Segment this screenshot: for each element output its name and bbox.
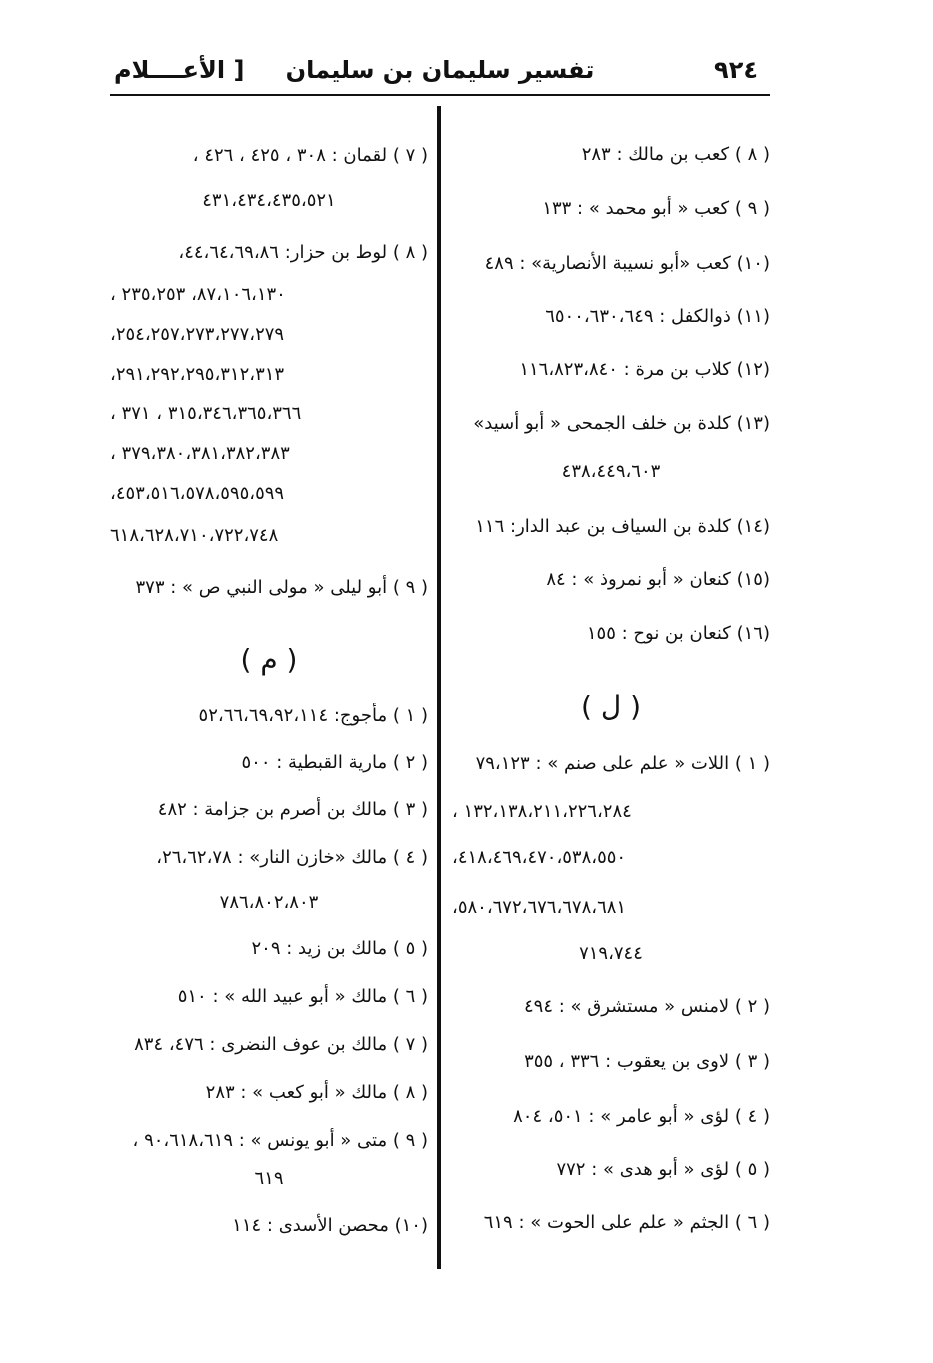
index-entry-continuation: ٤٣٨،٤٤٩،٦٠٣	[561, 461, 661, 482]
index-entry: ( ٤ ) لؤى « أبو عامر » : ٥٠١، ٨٠٤	[513, 1106, 770, 1127]
index-entry: (١٤) كلدة بن السياف بن عبد الدار: ١١٦	[475, 516, 770, 537]
right-column	[452, 0, 770, 1363]
index-entry-continuation: ٥٨٠،٦٧٢،٦٧٦،٦٧٨،٦٨١،	[452, 897, 627, 918]
letter-heading: ( م )	[240, 643, 298, 676]
index-entry: ( ٨ ) لوط بن حزار: ٤٤،٦٤،٦٩،٨٦،	[178, 242, 428, 263]
index-entry: ( ٧ ) مالك بن عوف النضرى : ٤٧٦، ٨٣٤	[134, 1034, 428, 1055]
index-entry-continuation: ٦١٨،٦٢٨،٧١٠،٧٢٢،٧٤٨	[110, 525, 279, 546]
index-entry-continuation: ٦١٩	[254, 1168, 284, 1189]
index-entry: (١٦) كنعان بن نوح : ١٥٥	[586, 623, 770, 644]
index-entry: (١٠) كعب «أبو نسيبة الأنصارية» : ٤٨٩	[484, 253, 770, 274]
index-entry-continuation: ٣٧٩،٣٨٠،٣٨١،٣٨٢،٣٨٣ ،	[110, 443, 290, 464]
column-divider	[437, 106, 441, 1269]
index-entry: ( ٩ ) كعب « أبو محمد » : ١٣٣	[542, 198, 770, 219]
index-entry-continuation: ١٣٢،١٣٨،٢١١،٢٢٦،٢٨٤ ،	[452, 801, 632, 822]
index-entry: ( ٦ ) مالك « أبو عبيد الله » : ٥١٠	[177, 986, 428, 1007]
index-entry: ( ٣ ) لاوى بن يعقوب : ٣٣٦ ، ٣٥٥	[524, 1051, 770, 1072]
index-entry: ( ٦ ) الجثم « علم على الحوت » : ٦١٩	[483, 1212, 770, 1233]
index-entry-continuation: ٧٨٦،٨٠٢،٨٠٣	[219, 892, 319, 913]
left-column	[110, 0, 428, 1363]
section-title: [ الأعــــلام	[114, 56, 245, 84]
index-entry: ( ٢ ) مارية القبطية : ٥٠٠	[241, 752, 428, 773]
index-entry: ( ٩ ) متى « أبو يونس » : ٩٠،٦١٨،٦١٩ ،	[132, 1130, 428, 1151]
index-entry-continuation: ٢٥٤،٢٥٧،٢٧٣،٢٧٧،٢٧٩،	[110, 324, 285, 345]
index-entry: ( ٩ ) أبو ليلى « مولى النبي ص » : ٣٧٣	[135, 577, 428, 598]
index-entry: ( ٧ ) لقمان : ٣٠٨ ، ٤٢٥ ، ٤٢٦ ،	[192, 145, 428, 166]
book-title: تفسير سليمان بن سليمان	[285, 56, 595, 84]
index-entry-continuation: ٧١٩،٧٤٤	[579, 943, 643, 964]
index-entry-continuation: ٨٧،١٠٦،١٣٠، ٢٣٥،٢٥٣ ،	[110, 284, 286, 305]
index-entry: (١٠) محصن الأسدى : ١١٤	[232, 1215, 428, 1236]
index-entry-continuation: ٣١٥،٣٤٦،٣٦٥،٣٦٦ ، ٣٧١ ،	[110, 403, 302, 424]
index-entry: ( ٤ ) مالك «خازن النار» : ٢٦،٦٢،٧٨،	[156, 847, 428, 868]
index-entry-continuation: ٤٣١،٤٣٤،٤٣٥،٥٢١	[202, 190, 336, 211]
index-entry: (١٢) كلاب بن مرة : ١١٦،٨٢٣،٨٤٠	[519, 359, 770, 380]
index-entry: ( ٥ ) لؤى « أبو هدى » : ٧٧٢	[556, 1159, 770, 1180]
index-entry: (١٥) كنعان « أبو نمروذ » : ٨٤	[546, 569, 770, 590]
index-entry-continuation: ٤١٨،٤٦٩،٤٧٠،٥٣٨،٥٥٠،	[452, 847, 627, 868]
index-entry: ( ١ ) مأجوج: ٥٢،٦٦،٦٩،٩٢،١١٤	[198, 705, 428, 726]
index-entry-continuation: ٢٩١،٢٩٢،٢٩٥،٣١٢،٣١٣،	[110, 364, 285, 385]
letter-heading: ( ل )	[581, 690, 641, 723]
index-entry: ( ١ ) اللات « علم على صنم » : ٧٩،١٢٣	[475, 753, 770, 774]
index-entry: (١١) ذوالكفل : ٦٥٠٠،٦٣٠،٦٤٩	[545, 306, 770, 327]
index-entry: ( ٨ ) مالك « أبو كعب » : ٢٨٣	[205, 1082, 428, 1103]
index-entry: ( ٣ ) مالك بن أصرم بن جزامة : ٤٨٢	[157, 799, 428, 820]
index-entry-continuation: ٤٥٣،٥١٦،٥٧٨،٥٩٥،٥٩٩،	[110, 483, 285, 504]
index-entry: ( ٨ ) كعب بن مالك : ٢٨٣	[581, 144, 770, 165]
index-entry: ( ٢ ) لامنس « مستشرق » : ٤٩٤	[524, 996, 770, 1017]
index-entry: ( ٥ ) مالك بن زيد : ٢٠٩	[251, 938, 428, 959]
page-number: ٩٢٤	[714, 56, 758, 84]
index-entry: (١٣) كلدة بن خلف الجمحى « أبو أسيد»	[473, 413, 770, 434]
